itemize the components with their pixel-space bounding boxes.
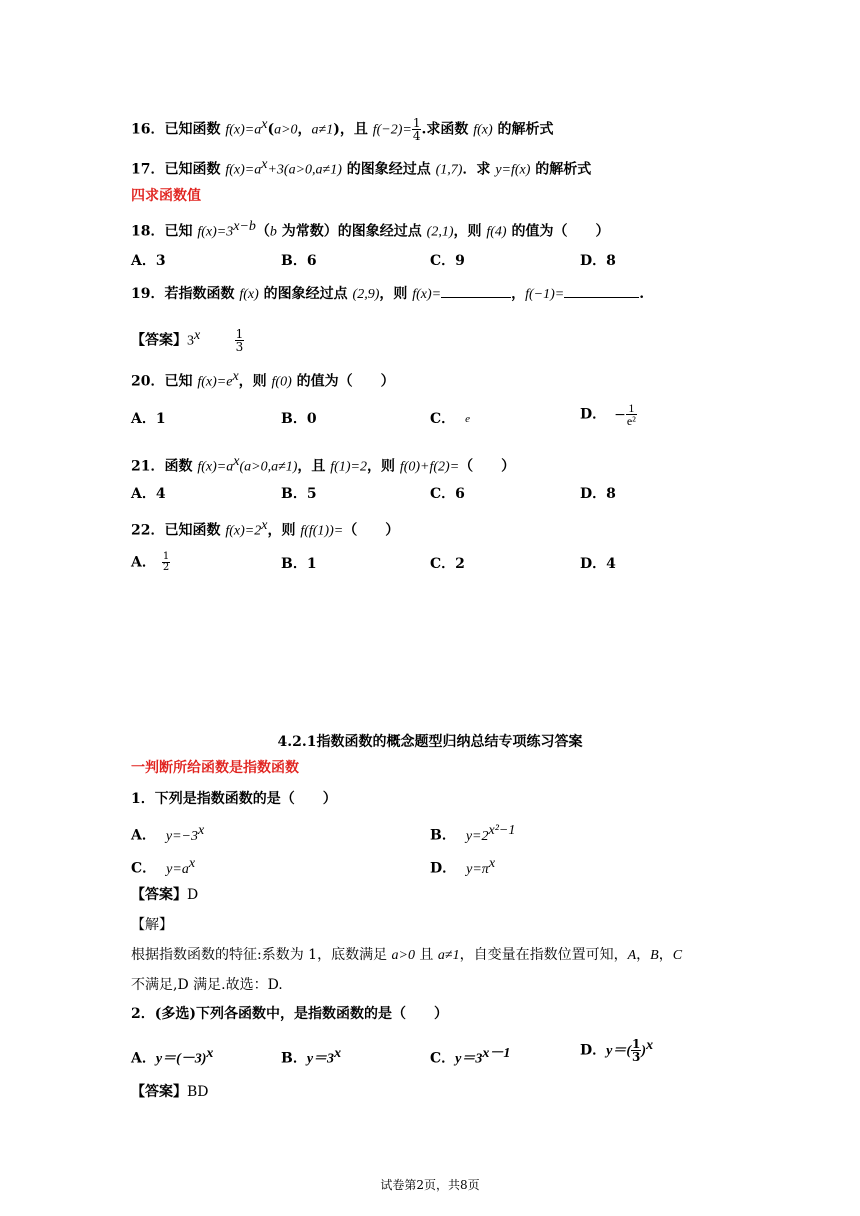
question-18: 18．已知 $f(x)=3^{x-b}(b$ 为常数）的图象经过点 (2,1)，则 f(4) 的值为（ ） — [131, 219, 610, 240]
option-a[interactable]: A．4 — [131, 486, 166, 502]
answer-blank[interactable] — [441, 285, 511, 298]
option-b[interactable]: B．5 — [281, 486, 317, 502]
question-16: 16．已知函数 $f(x)=a^x(a>0$，a≠1)，且 f(−2)= $\frac{1}{4}$ .求函数 f(x) 的解析式 — [131, 116, 554, 144]
question-21: 21．函数 $f(x)=a^x(a>0,a\ne 1)$，且 f(1)=2，则 f(0)+f(2)=（ ） — [131, 454, 516, 475]
solution-label: 【解】 — [131, 917, 173, 933]
option-b[interactable]: B．1 — [281, 556, 317, 572]
question-17: 17．已知函数 $f(x)=a^x+3(a>0,a\ne 1)$ 的图象经过点 (1,7)．求 y=f(x) 的解析式 — [131, 157, 592, 178]
solution-text: 不满足,D 满足.故选：D. — [131, 977, 283, 993]
answer-question-2: 2．(多选)下列各函数中，是指数函数的是（ ） — [131, 1006, 448, 1022]
fraction: $\frac{1}{3}$ — [632, 1037, 641, 1065]
option-c[interactable]: C．9 — [430, 253, 465, 269]
fraction: $\frac{1}{\text{e²}}$ — [626, 401, 636, 428]
question-22: 22．已知函数 $f(x)=2^x$，则 f(f(1))=（ ） — [131, 518, 400, 539]
fraction: $\frac{1}{3}$ — [235, 327, 244, 355]
option-c[interactable]: C．6 — [430, 486, 465, 502]
option-c[interactable]: C．$y=3^{x-1}$ — [430, 1046, 511, 1067]
option-a[interactable]: A．$y=(-3)^x$ — [131, 1046, 214, 1067]
solution-text: 根据指数函数的特征:系数为 1，底数满足 a>0 且 a≠1，自变量在指数位置可知，A，B，C — [131, 947, 683, 963]
question-19: 19．若指数函数 f(x) 的图象经过点 (2,9)，则 f(x)= ，f(−1)= . — [131, 286, 645, 302]
section-heading: 一判断所给函数是指数函数 — [131, 760, 299, 776]
option-d[interactable]: D． $y=\pi^x$ — [430, 856, 496, 877]
option-a[interactable]: A． $y=-3^x$ — [131, 823, 205, 844]
answer-section-title: 4.2.1指数函数的概念题型归纳总结专项练习答案 — [277, 734, 583, 750]
fraction: $\frac{1}{2}$ — [162, 551, 170, 573]
option-d[interactable]: D．8 — [580, 253, 616, 269]
option-b[interactable]: B．6 — [281, 253, 317, 269]
answer-question-1: 1．下列是指数函数的是（ ） — [131, 791, 337, 807]
option-c[interactable]: C．2 — [430, 556, 465, 572]
option-b[interactable]: B． $y=2^{x^2-1}$ — [430, 823, 516, 844]
option-d[interactable]: D．4 — [580, 556, 616, 572]
option-b[interactable]: B．0 — [281, 411, 317, 427]
option-a[interactable]: A．1 — [131, 411, 166, 427]
option-a[interactable]: A．3 — [131, 253, 166, 269]
option-c[interactable]: C． $y=a^x$ — [131, 856, 196, 877]
answer-blank[interactable] — [564, 285, 639, 298]
fraction: $\frac{1}{4}$ — [412, 116, 421, 144]
question-20: 20．已知 $f(x)=e^x$，则 f(0) 的值为（ ） — [131, 369, 395, 390]
option-d[interactable]: D． − $\frac{1}{\text{e²}}$ — [580, 401, 636, 428]
page-footer: 试卷第2页，共8页 — [380, 1178, 480, 1192]
answer-1: 【答案】D — [131, 887, 199, 903]
option-d[interactable]: D．8 — [580, 486, 616, 502]
section-heading: 四求函数值 — [131, 188, 201, 204]
option-c[interactable]: C． $^e$ — [430, 411, 471, 427]
option-d[interactable]: D．y＝( $\frac{1}{3}$ )$^x$ — [580, 1037, 654, 1065]
answer-19: 【答案】3$^x$ $\frac{1}{3}$ — [131, 327, 244, 355]
option-b[interactable]: B．$y=3^x$ — [281, 1046, 342, 1067]
answer-2: 【答案】BD — [131, 1084, 209, 1100]
option-a[interactable]: A． $\frac{1}{2}$ — [131, 551, 170, 573]
